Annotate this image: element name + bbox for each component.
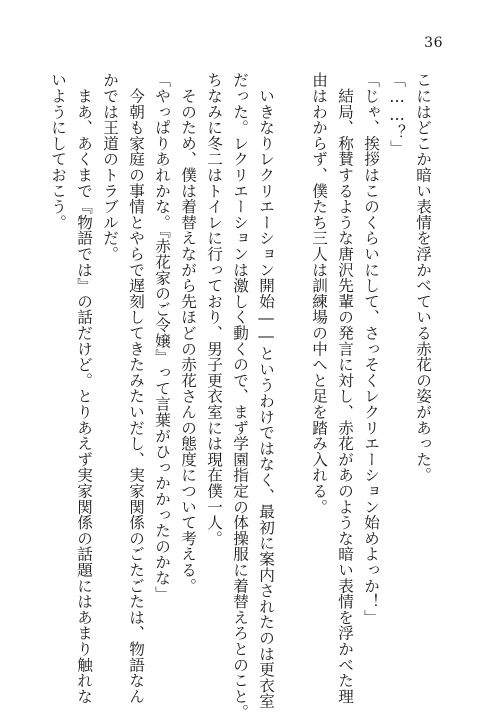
text-line: そのため、僕は着替えながら先ほどの赤花さんの態度について考える。	[179, 72, 197, 594]
text-line: 結局、称賛するような唐沢先輩の発言に対し、赤花があのような暗い表情を浮かべた理	[336, 72, 354, 704]
page-number: 36	[424, 35, 443, 51]
text-line: 今朝も家庭の事情とやらで遅刻してきたみたいだし、実家関係のごたごたは、物語なん	[127, 72, 145, 704]
text-line: いようにしておこう。	[49, 72, 67, 230]
section-break	[279, 72, 306, 684]
text-line: いきなりレクリエーション開始――というわけではなく、最初に案内されたのは更衣室	[257, 72, 275, 709]
text-line: 「やっぱりあれかな。『赤花家のご令嬢』って言葉がひっかかったのかな」	[153, 72, 171, 602]
text-line: 由はわからず、僕たち三人は訓練場の中へと足を踏み入れる。	[310, 72, 328, 515]
text-line: 「じゃ、挨拶はこのくらいにして、さっそくレクリエーション始めよっか！」	[362, 72, 380, 625]
text-line: だった。レクリエーションは激しく動くので、まず学園指定の体操服に着替えろとのこと。	[231, 72, 249, 720]
text-line: まあ、あくまで『物語では』の話だけど。とりあえず実家関係の話題にはあまり触れな	[75, 72, 93, 704]
text-line: こにはどこか暗い表情を浮かべている赤花の姿があった。	[414, 72, 432, 483]
text-line: 「……？」	[388, 72, 406, 156]
text-line: ちなみに冬二はトイレに行っており、男子更衣室には現在僕一人。	[205, 72, 223, 546]
text-line: かでは王道のトラブルだ。	[101, 72, 119, 262]
vertical-text-body	[45, 72, 436, 720]
